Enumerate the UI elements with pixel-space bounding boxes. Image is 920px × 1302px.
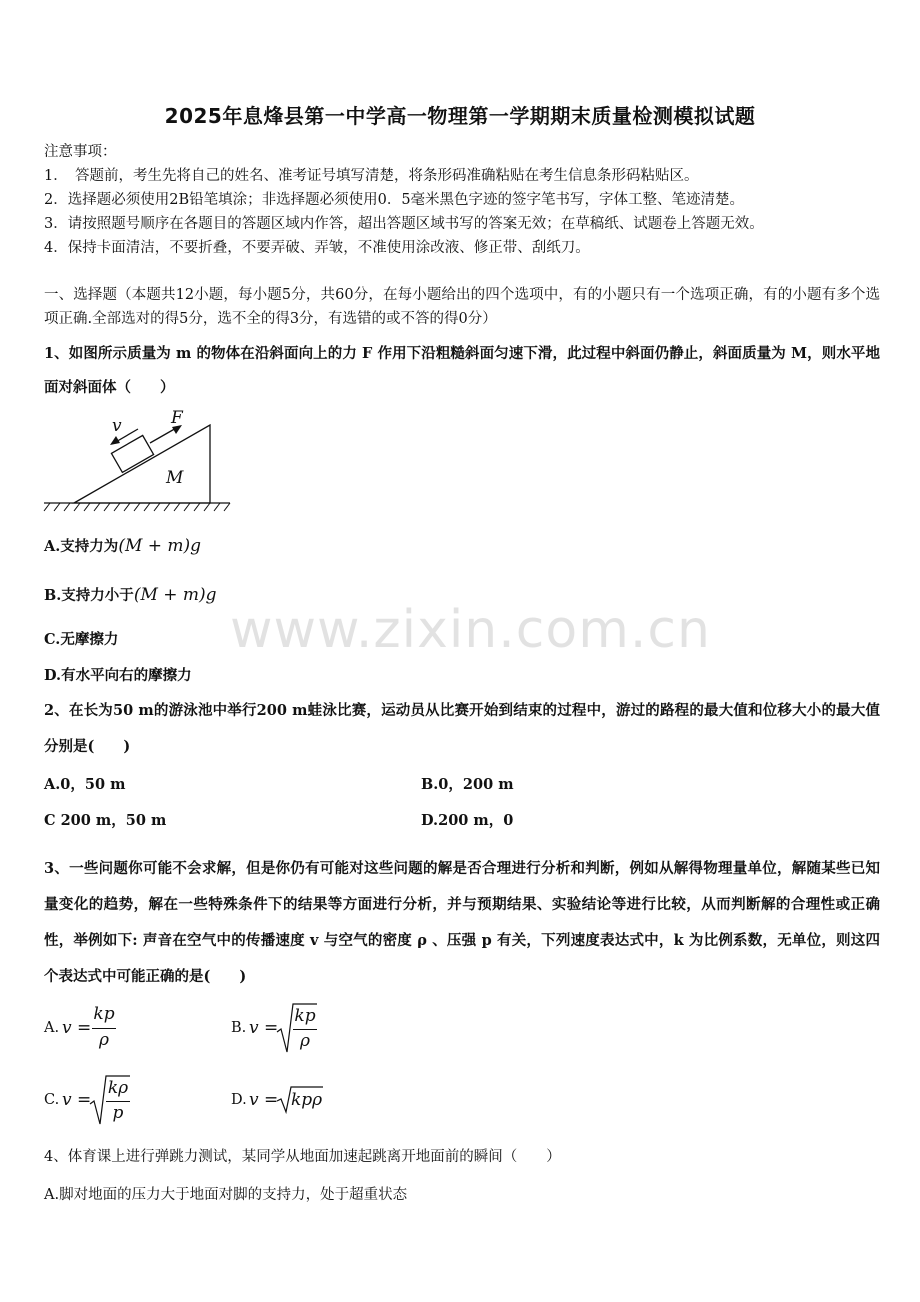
exam-title: 2025年息烽县第一中学高一物理第一学期期末质量检测模拟试题 [164, 104, 756, 128]
notice-item-1: 1． 答题前，考生先将自己的姓名、准考证号填写清楚，将条形码准确粘贴在考生信息条形码粘贴区。 [44, 168, 699, 184]
q1-option-d: D.有水平向右的摩擦力 [44, 667, 192, 684]
question-3-stem: 3、一些问题你可能不会求解，但是你仍有可能对这些问题的解是否合理进行分析和判断，例如从解得物理量单位，解随某些已知量变化的趋势，解在一些特殊条件下的结果等方面进行分析，并与预期结果、实验结论等进行比较，从而判断解的合理性或正确性，举例如下: 声音在空气中的传播速度 v 与空气的密度 ρ 、压强 p 有关，下列速度表达式中，k 为比例系数，无单位，则这四个表达式中可能正确的是( ) [44, 860, 880, 985]
q1-option-a: A.支持力为(M + m)g [44, 536, 202, 556]
q2-option-a: A.0，50 m [44, 776, 126, 793]
q4-option-a: A.脚对地面的压力大于地面对脚的支持力，处于超重状态 [44, 1187, 408, 1203]
label-v: v [112, 416, 122, 436]
velocity-arrowhead [110, 436, 120, 445]
label-M: M [166, 468, 184, 488]
label-F: F [171, 408, 183, 428]
q2-option-b: B.0，200 m [421, 776, 514, 793]
q1-option-b: B.支持力小于(M + m)g [44, 585, 217, 605]
notice-item-2: 2．选择题必须使用2B铅笔填涂；非选择题必须使用0．5毫米黑色字迹的签字笔书写，字体工整、笔迹清楚。 [44, 192, 745, 208]
notice-heading: 注意事项： [44, 144, 117, 160]
watermark: www.zixin.com.cn [230, 600, 711, 660]
notice-item-4: 4．保持卡面清洁，不要折叠，不要弄破、弄皱，不准使用涂改液、修正带、刮纸刀。 [44, 240, 590, 256]
question-4-stem: 4、体育课上进行弹跳力测试，某同学从地面加速起跳离开地面前的瞬间（ ） [44, 1149, 561, 1165]
q1-option-c: C.无摩擦力 [44, 631, 119, 648]
incline-diagram [44, 405, 234, 515]
question-2-stem: 2、在长为50 m的游泳池中举行200 m蛙泳比赛，运动员从比赛开始到结束的过程中，游过的路程的最大值和位移大小的最大值分别是( ) [44, 702, 880, 755]
q2-option-d: D.200 m，0 [421, 812, 514, 829]
q2-option-c: C 200 m，50 m [44, 812, 167, 829]
question-1-stem: 1、如图所示质量为 m 的物体在沿斜面向上的力 F 作用下沿粗糙斜面匀速下滑，此过程中斜面仍静止，斜面质量为 M，则水平地面对斜面体（ ） [44, 345, 880, 396]
ground-hatching [44, 503, 230, 511]
section-heading: 一、选择题（本题共12小题，每小题5分，共60分，在每小题给出的四个选项中，有的小题只有一个选项正确，有的小题有多个选项正确.全部选对的得5分，选不全的得3分，有选错的或不答的得0分） [44, 287, 880, 327]
exam-page: 2025年息烽县第一中学高一物理第一学期期末质量检测模拟试题 注意事项： 1． 答题前，考生先将自己的姓名、准考证号填写清楚，将条形码准确粘贴在考生信息条形码粘贴区。 2．选择题必须使用2B铅笔填涂；非选择题必须使用0．5毫米黑色字迹的签字笔书写，字体工整、笔迹清楚。 3．请按照题号顺序在各题目的答题区域内作答，超出答题区域书写的答案无效；在草稿纸、试题卷上答题无效。 4．保持卡面清洁，不要折叠，不要弄破、弄皱，不准使用涂改液、修正带、刮纸刀。 一、选择题（本题共12小题，每小题5分，共60分，在每小题给出的四个选项中，有的小题只有一个选项正确，有的小题有多个选项正确.全部选对的得5分，选不全的得3分，有选错的或不答的得0分） 1、如图所示质量为 m 的物体在沿斜面向上的力 F 作用下沿粗糙斜面匀速下滑，此过程中斜面仍静止，斜面质量为 M，则水平地面对斜面体（ ） v F M A.支持力为(M + m)g B.支持力小于(M + m)g C.无摩擦力 D.有水平向右的摩擦力 2、在长为50 m的游泳池中举行200 m蛙泳比赛，运动员从比赛开始到结束的过程中，游过的路程的最大值和位移大小的最大值分别是( ) A.0，50 m B.0，200 m C 200 m，50 m D.200 m，0 3、一些问题你可能不会求解，但是你仍有可能对这些问题的解是否合理进行分析和判断，例如从解得物理量单位，解随某些已知量变化的趋势，解在一些特殊条件下的结果等方面进行分析，并与预期结果、实验结论等进行比较，从而判断解的合理性或正确性，举例如下: 声音在空气中的传播速度 v 与空气的密度 ρ 、压强 p 有关，下列速度表达式中，k 为比例系数，无单位，则这四个表达式中可能正确的是( ) A. v = kp ρ B. v = kp ρ C. v = kρ p D. v = kpρ 4、体育课上进行弹跳力测试，某同学从地面加速起跳离开地面前的瞬间（ ） A.脚对地面的压力大于地面对脚的支持力，处于超重状态 www.zixin.com.cn [0, 0, 920, 1302]
notice-item-3: 3．请按照题号顺序在各题目的答题区域内作答，超出答题区域书写的答案无效；在草稿纸、试题卷上答题无效。 [44, 216, 764, 232]
